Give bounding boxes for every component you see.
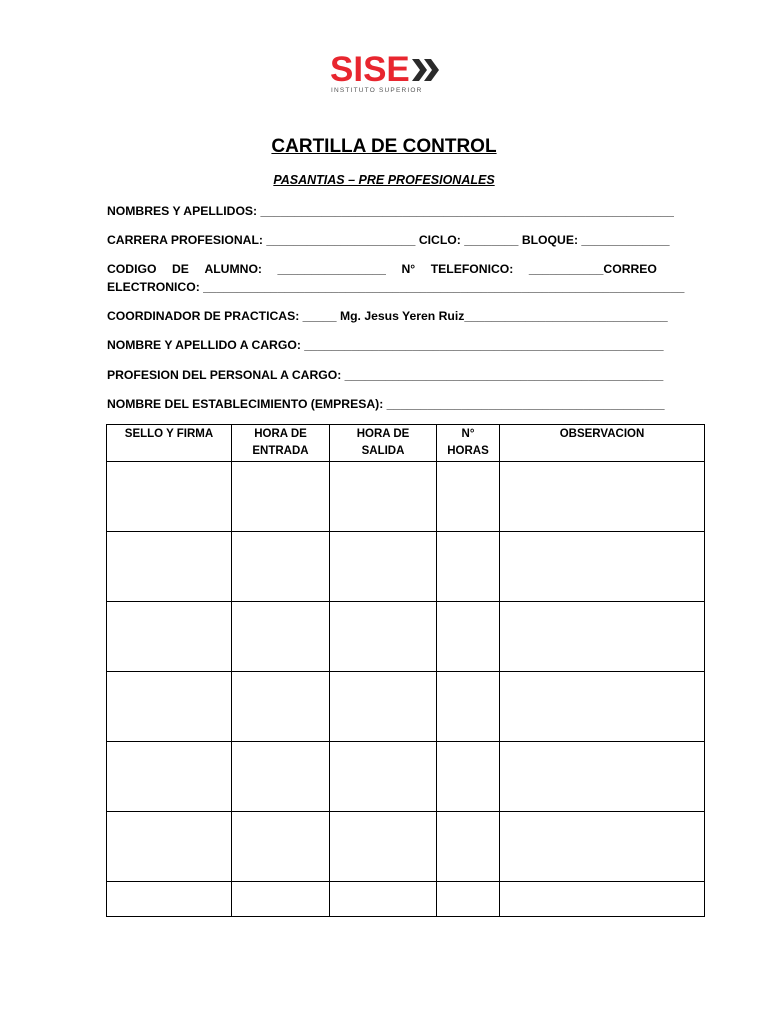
cell-hora-salida[interactable] bbox=[330, 532, 437, 602]
table-header-row bbox=[107, 425, 705, 462]
cell-observacion[interactable] bbox=[500, 812, 705, 882]
cell-n-horas[interactable] bbox=[437, 812, 500, 882]
cell-n-horas[interactable] bbox=[437, 882, 500, 917]
logo-tagline: INSTITUTO SUPERIOR bbox=[331, 87, 423, 94]
field-nombre-cargo[interactable]: NOMBRE Y APELLIDO A CARGO: _____________________________________________________ bbox=[107, 338, 664, 352]
field-profesion[interactable]: PROFESION DEL PERSONAL A CARGO: _______________________________________________ bbox=[107, 368, 664, 382]
cell-sello-firma[interactable] bbox=[107, 672, 232, 742]
cell-hora-entrada[interactable] bbox=[232, 882, 330, 917]
table-row bbox=[107, 602, 705, 672]
cell-hora-salida[interactable] bbox=[330, 742, 437, 812]
cell-hora-entrada[interactable] bbox=[232, 672, 330, 742]
table-row bbox=[107, 882, 705, 917]
cell-sello-firma[interactable] bbox=[107, 602, 232, 672]
alumno-blank[interactable]: ________________ bbox=[277, 262, 386, 276]
table-row bbox=[107, 532, 705, 602]
telefono-blank[interactable]: ___________CORREO bbox=[528, 262, 657, 276]
cell-hora-entrada[interactable] bbox=[232, 812, 330, 882]
cell-n-horas[interactable] bbox=[437, 602, 500, 672]
field-nombres[interactable]: NOMBRES Y APELLIDOS: _____________________________________________________________ bbox=[107, 204, 674, 218]
cell-hora-salida[interactable] bbox=[330, 812, 437, 882]
table-row bbox=[107, 462, 705, 532]
cell-observacion[interactable] bbox=[500, 672, 705, 742]
cell-sello-firma[interactable] bbox=[107, 742, 232, 812]
cell-n-horas[interactable] bbox=[437, 462, 500, 532]
header-n-horas: N° HORAS bbox=[437, 425, 500, 462]
cell-observacion[interactable] bbox=[500, 882, 705, 917]
cell-observacion[interactable] bbox=[500, 602, 705, 672]
codigo-label: CODIGO bbox=[107, 262, 157, 276]
field-codigo-telefono[interactable] bbox=[107, 262, 657, 277]
cell-observacion[interactable] bbox=[500, 462, 705, 532]
cell-sello-firma[interactable] bbox=[107, 812, 232, 882]
cell-hora-entrada[interactable] bbox=[232, 532, 330, 602]
cell-sello-firma[interactable] bbox=[107, 532, 232, 602]
cell-n-horas[interactable] bbox=[437, 532, 500, 602]
cell-hora-salida[interactable] bbox=[330, 882, 437, 917]
table-row bbox=[107, 742, 705, 812]
cell-observacion[interactable] bbox=[500, 532, 705, 602]
header-sello-firma: SELLO Y FIRMA bbox=[107, 425, 232, 462]
field-coordinador[interactable]: COORDINADOR DE PRACTICAS: _____ Mg. Jesus Yeren Ruiz______________________________ bbox=[107, 309, 668, 323]
n-label: N° bbox=[401, 262, 416, 276]
table-row bbox=[107, 812, 705, 882]
table-row bbox=[107, 672, 705, 742]
cell-n-horas[interactable] bbox=[437, 672, 500, 742]
cell-sello-firma[interactable] bbox=[107, 882, 232, 917]
header-hora-entrada: HORA DE ENTRADA bbox=[232, 425, 330, 462]
header-observacion: OBSERVACION bbox=[500, 425, 705, 462]
header-hora-salida: HORA DE SALIDA bbox=[330, 425, 437, 462]
cell-hora-salida[interactable] bbox=[330, 462, 437, 532]
cell-hora-entrada[interactable] bbox=[232, 462, 330, 532]
cell-sello-firma[interactable] bbox=[107, 462, 232, 532]
field-correo[interactable]: ELECTRONICO: _______________________________________________________________________ bbox=[107, 280, 685, 294]
field-establecimiento[interactable]: NOMBRE DEL ESTABLECIMIENTO (EMPRESA): _________________________________________ bbox=[107, 397, 665, 411]
cell-hora-entrada[interactable] bbox=[232, 602, 330, 672]
sise-logo bbox=[330, 52, 442, 98]
document-subtitle: PASANTIAS – PRE PROFESIONALES bbox=[273, 173, 495, 187]
document-title: CARTILLA DE CONTROL bbox=[271, 136, 497, 157]
cell-observacion[interactable] bbox=[500, 742, 705, 812]
cell-hora-salida[interactable] bbox=[330, 602, 437, 672]
control-table bbox=[106, 424, 705, 917]
logo-wordmark: SISE bbox=[330, 50, 410, 89]
cell-hora-entrada[interactable] bbox=[232, 742, 330, 812]
cell-hora-salida[interactable] bbox=[330, 672, 437, 742]
de-label: DE bbox=[171, 262, 189, 276]
alumno-label: ALUMNO: bbox=[204, 262, 262, 276]
telefono-label: TELEFONICO: bbox=[430, 262, 514, 276]
double-chevron-right-icon bbox=[412, 57, 442, 83]
cell-n-horas[interactable] bbox=[437, 742, 500, 812]
field-carrera[interactable]: CARRERA PROFESIONAL: ______________________ CICLO: ________ BLOQUE: _____________ bbox=[107, 233, 670, 247]
